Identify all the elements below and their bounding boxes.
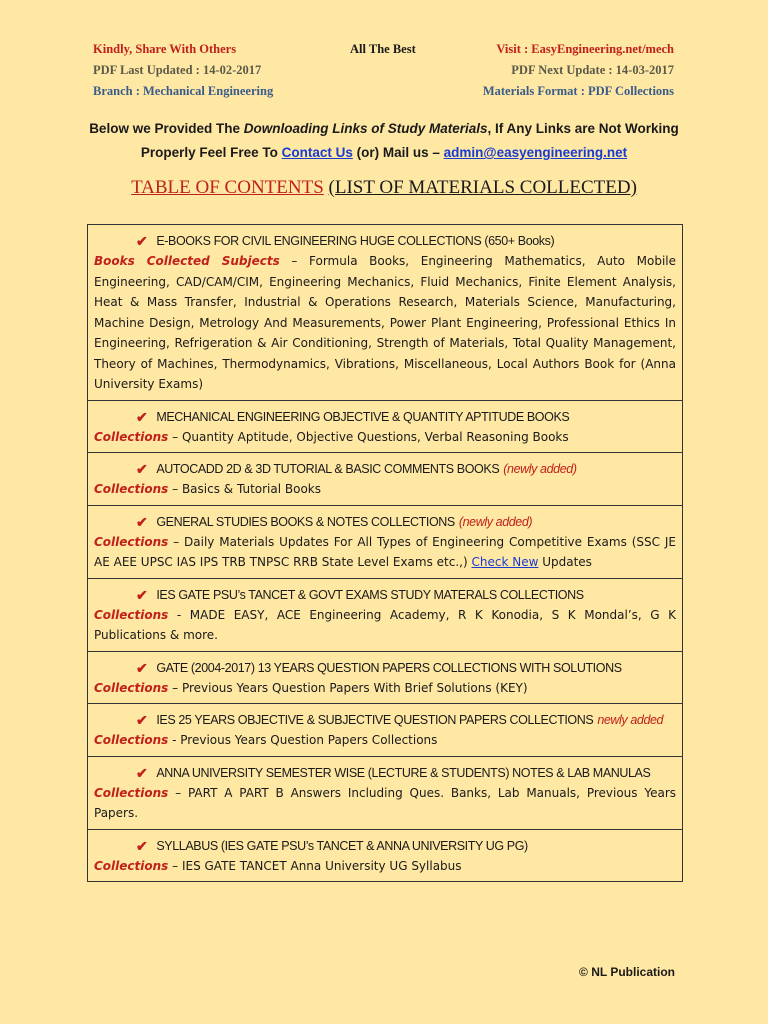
checkmark-icon: ✔ [136,764,148,781]
toc-item-heading[interactable]: ✔ ANNA UNIVERSITY SEMESTER WISE (LECTURE & STUDENTS) NOTES & LAB MANULAS [136,764,651,781]
newly-added-badge: (newly added) [458,514,533,529]
toc-item-body: Collections – Previous Years Question Papers With Brief Solutions (KEY) [94,680,528,695]
toc-title: TABLE OF CONTENTS (LIST OF MATERIALS COLLECTED) [131,177,637,198]
email-link[interactable]: admin@easyengineering.net [443,145,628,160]
newly-added-badge: (newly added) [503,462,577,476]
publisher-credit: © NL Publication [579,965,675,979]
checkmark-icon: ✔ [136,233,148,249]
next-update: PDF Next Update : 14-03-2017 [511,63,674,77]
toc-item [88,830,682,882]
checkmark-icon: ✔ [136,408,148,425]
toc-item [88,757,682,830]
toc-item-heading[interactable]: ✔ MECHANICAL ENGINEERING OBJECTIVE & QUANTITY APTITUDE BOOKS [136,408,570,425]
check-new-link[interactable]: Check New [471,555,539,569]
toc-item [88,401,682,454]
toc-item-heading[interactable]: ✔ GENERAL STUDIES BOOKS & NOTES COLLECTIONS (newly added) [136,513,533,530]
toc-item-heading[interactable]: ✔ E-BOOKS FOR CIVIL ENGINEERING HUGE COLLECTIONS (650+ Books) [136,233,555,249]
toc-item-body: Collections - Previous Years Question Papers Collections [94,733,438,747]
toc-item [88,579,682,652]
checkmark-icon: ✔ [136,837,148,854]
toc-table [87,224,683,882]
checkmark-icon: ✔ [136,461,148,477]
checkmark-icon: ✔ [136,586,148,603]
checkmark-icon: ✔ [136,513,148,530]
toc-item-body: Books Collected Subjects – Formula Books, Engineering Mathematics, Auto Mobile Engineering, CAD/CAM/CIM, Engineering Mechanics, Fluid Mechanics, Finite Element Analysis, Heat & Mass Transfer, Industrial & Operations Research, Materials Science, Manufacturing, Machine Design, Metrology And Measurements, Power Plant Engineering, Professional Ethics In Engineering, Refrigeration & Air Conditioning, Strength of Materials, Total Quality Management, Theory of Machines, Thermodynamics, Vibrations, Miscellaneous, Local Authors Book for (Anna University Exams) [94,254,676,391]
toc-item-body: Collections - MADE EASY, ACE Engineering Academy, R K Konodia, S K Mondal’s, G K Publications & more. [94,607,676,642]
toc-item [88,506,682,579]
toc-item [88,453,682,506]
visit-link[interactable]: Visit : EasyEngineering.net/mech [496,42,674,56]
toc-item-heading[interactable]: ✔ AUTOCADD 2D & 3D TUTORIAL & BASIC COMMENTS BOOKS (newly added) [136,461,577,477]
toc-item-heading[interactable]: ✔ GATE (2004-2017) 13 YEARS QUESTION PAPERS COLLECTIONS WITH SOLUTIONS [136,659,622,676]
toc-item [88,225,682,401]
newly-added-badge: newly added [597,713,664,727]
materials-format: Materials Format : PDF Collections [482,84,674,98]
toc-item-body: Collections – PART A PART B Answers Including Ques. Banks, Lab Manuals, Previous Years Papers. [94,785,676,820]
checkmark-icon: ✔ [136,712,148,728]
share-note: Kindly, Share With Others [93,42,237,56]
all-the-best: All The Best [350,42,416,56]
contact-us-link[interactable]: Contact Us [281,145,353,160]
toc-item-heading[interactable]: ✔ SYLLABUS (IES GATE PSU’s TANCET & ANNA UNIVERSITY UG PG) [136,837,528,854]
toc-item-heading[interactable]: ✔ IES GATE PSU’s TANCET & GOVT EXAMS STUDY MATERALS COLLECTIONS [136,586,584,603]
branch-label: Branch : Mechanical Engineering [93,84,274,98]
toc-item-body: Collections – Quantity Aptitude, Objective Questions, Verbal Reasoning Books [94,429,569,444]
toc-item-body: Collections – IES GATE TANCET Anna University UG Syllabus [94,858,462,873]
toc-item [88,704,682,757]
toc-item [88,652,682,705]
checkmark-icon: ✔ [136,659,148,676]
intro-paragraph: Below we Provided The Downloading Links of Study Materials, If Any Links are Not Working Properly Feel Free To Contact Us (or) Mail us – admin@easyengineering.net [89,121,679,160]
toc-item-heading[interactable]: ✔ IES 25 YEARS OBJECTIVE & SUBJECTIVE QUESTION PAPERS COLLECTIONS newly added [136,712,664,728]
toc-item-body: Collections – Daily Materials Updates For All Types of Engineering Competitive Exams (SSC JE AE AEE UPSC IAS IPS TRB TNPSC RRB State Level Exams etc.,) Check New Updates [94,534,676,569]
toc-item-body: Collections – Basics & Tutorial Books [94,482,321,496]
last-updated: PDF Last Updated : 14-02-2017 [93,63,262,77]
